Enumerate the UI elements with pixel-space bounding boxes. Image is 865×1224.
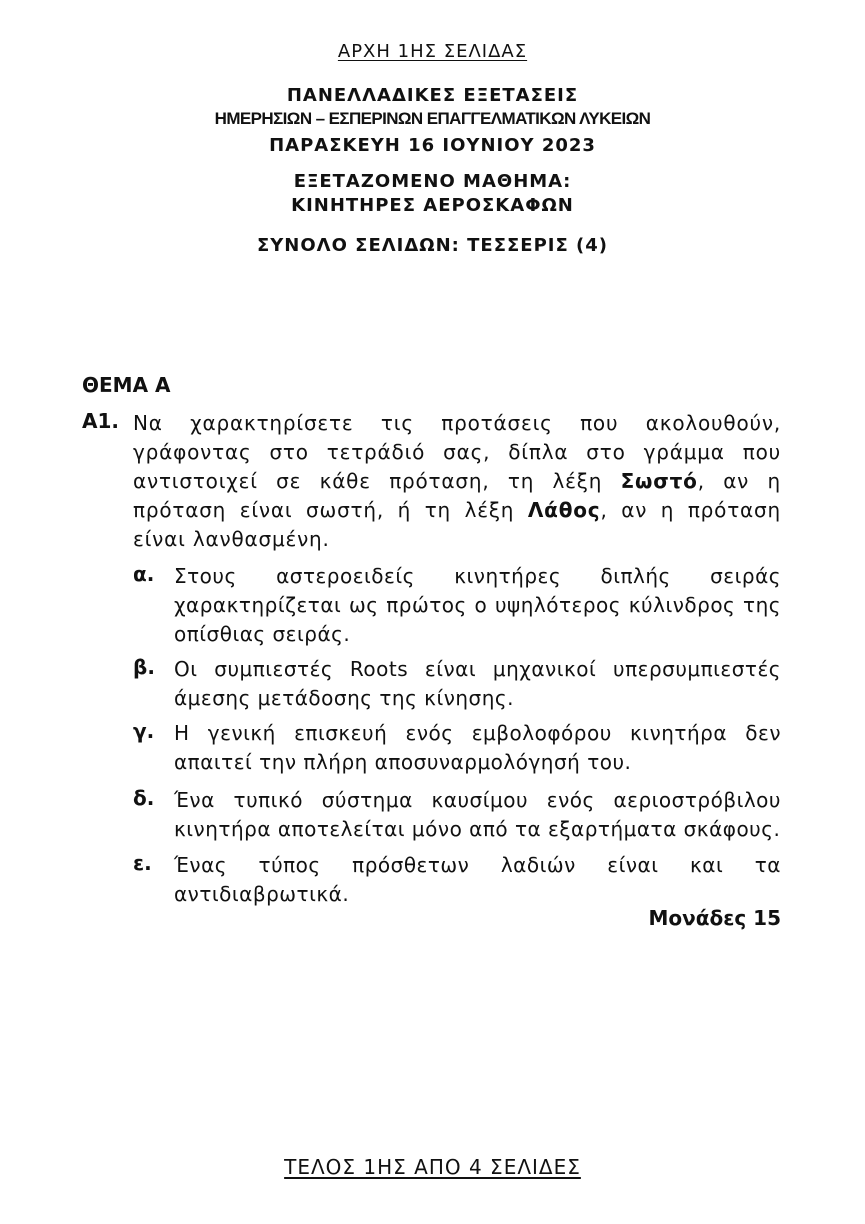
exam-title: ΠΑΝΕΛΛΑΔΙΚΕΣ ΕΞΕΤΑΣΕΙΣ [286, 85, 579, 106]
page-start-marker: ΑΡΧΗ 1ΗΣ ΣΕΛΙΔΑΣ [337, 41, 528, 62]
section-title: ΘΕΜΑ Α [82, 373, 171, 397]
subject-name: ΚΙΝΗΤΗΡΕΣ ΑΕΡΟΣΚΑΦΩΝ [291, 195, 574, 216]
marks-label: Μονάδες 15 [648, 906, 781, 930]
intro-text: Να χαρακτηρίσετε τις προτάσεις που ακολουθούν, γράφοντας στο τετράδιό σας, δίπλα στο γράμμα που αντιστοιχεί σε κάθε πρόταση, τη λέξη [133, 411, 781, 493]
question-intro [133, 409, 781, 554]
page-end-marker: ΤΕΛΟΣ 1ΗΣ ΑΠΟ 4 ΣΕΛΙΔΕΣ [284, 1155, 581, 1179]
intro-bold-correct: Σωστό [620, 469, 698, 493]
intro-text: , αν η πρόταση είναι σωστή, ή τη λέξη [133, 469, 781, 522]
statement-text: Ένας τύπος πρόσθετων λαδιών είναι και τα αντιδιαβρωτικά. [174, 853, 781, 906]
statement-label: γ. [133, 719, 155, 743]
statement-text: Ένα τυπικό σύστημα καυσίμου ενός αεριοστρόβιλου κινητήρα αποτελείται μόνο από τα εξαρτήματα σκάφους. [174, 788, 781, 841]
intro-bold-wrong: Λάθος [527, 498, 601, 522]
subject-label: ΕΞΕΤΑΖΟΜΕΝΟ ΜΑΘΗΜΑ: [293, 171, 572, 192]
statement-label: α. [133, 562, 155, 586]
total-pages: ΣΥΝΟΛΟ ΣΕΛΙΔΩΝ: ΤΕΣΣΕΡΙΣ (4) [256, 235, 609, 256]
exam-date: ΠΑΡΑΣΚΕΥΗ 16 ΙΟΥΝΙΟΥ 2023 [269, 135, 596, 156]
statement-text: Στους αστεροειδείς κινητήρες διπλής σειράς χαρακτηρίζεται ως πρώτος ο υψηλότερος κύλινδρος της οπίσθιας σειράς. [174, 564, 781, 646]
statement-label: β. [133, 655, 155, 679]
statement-text: Οι συμπιεστές Roots είναι μηχανικοί υπερσυμπιεστές άμεσης μετάδοσης της κίνησης. [174, 657, 781, 710]
question-number: Α1. [82, 409, 119, 433]
statement-label: δ. [133, 786, 155, 810]
exam-subtitle: ΗΜΕΡΗΣΙΩΝ – ΕΣΠΕΡΙΝΩΝ ΕΠΑΓΓΕΛΜΑΤΙΚΩΝ ΛΥΚΕΙΩΝ [214, 109, 651, 128]
statement-text: Η γενική επισκευή ενός εμβολοφόρου κινητήρα δεν απαιτεί την πλήρη αποσυναρμολόγησή του. [174, 721, 781, 774]
intro-text: , αν η πρόταση είναι λανθασμένη. [133, 498, 781, 551]
statement-label: ε. [133, 851, 152, 875]
